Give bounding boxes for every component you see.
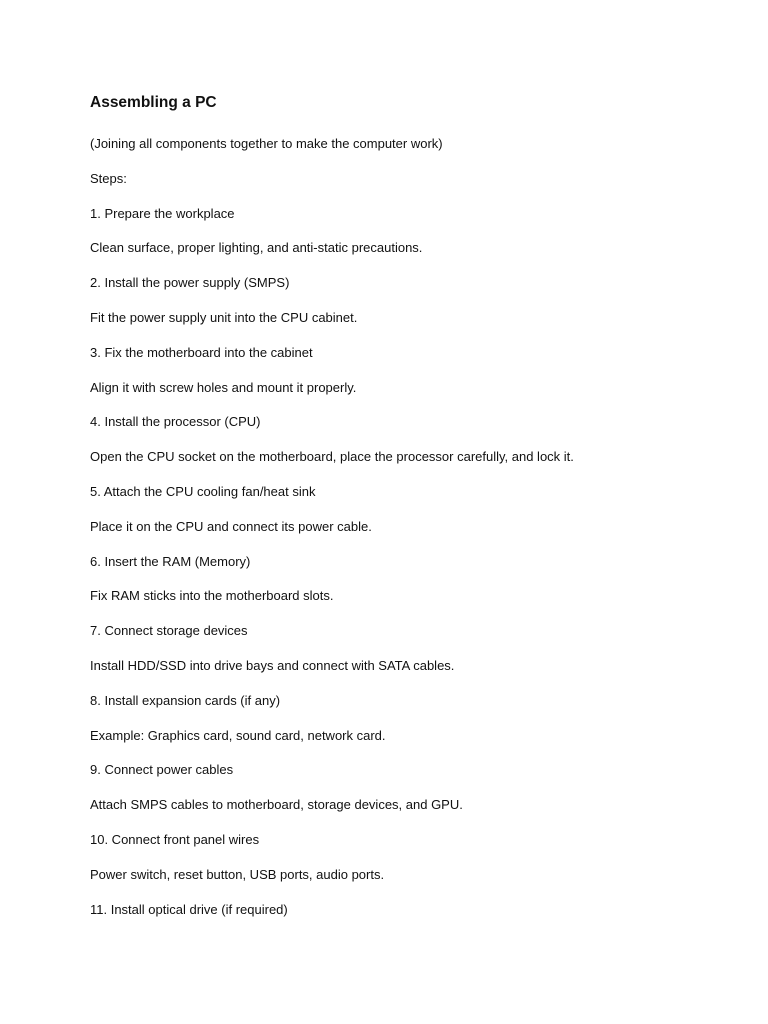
step-description: Place it on the CPU and connect its power cable. [90, 518, 372, 534]
document-title: Assembling a PC [90, 94, 217, 111]
step-heading: 2. Install the power supply (SMPS) [90, 275, 290, 291]
step-description: Open the CPU socket on the motherboard, place the processor carefully, and lock it. [90, 449, 574, 465]
step-heading: 10. Connect front panel wires [90, 831, 260, 847]
step-heading: 1. Prepare the workplace [90, 205, 235, 221]
step-description: Fix RAM sticks into the motherboard slots. [90, 588, 334, 604]
step-heading: 3. Fix the motherboard into the cabinet [90, 344, 313, 360]
step-heading: 4. Install the processor (CPU) [90, 414, 261, 430]
step-description: Fit the power supply unit into the CPU cabinet. [90, 309, 358, 325]
step-description: Power switch, reset button, USB ports, audio ports. [90, 866, 385, 882]
step-heading: 8. Install expansion cards (if any) [90, 692, 281, 708]
step-description: Clean surface, proper lighting, and anti-static precautions. [90, 240, 423, 256]
step-heading: 9. Connect power cables [90, 762, 234, 778]
step-heading: 5. Attach the CPU cooling fan/heat sink [90, 483, 316, 499]
step-heading: 6. Insert the RAM (Memory) [90, 553, 251, 569]
document-subtitle: (Joining all components together to make the computer work) [90, 136, 443, 151]
step-description: Align it with screw holes and mount it properly. [90, 379, 357, 395]
step-heading: 11. Install optical drive (if required) [90, 901, 288, 917]
step-description: Example: Graphics card, sound card, network card. [90, 727, 386, 743]
document-body [90, 93, 730, 918]
step-description: Attach SMPS cables to motherboard, storage devices, and GPU. [90, 797, 463, 813]
step-description: Install HDD/SSD into drive bays and connect with SATA cables. [90, 657, 455, 673]
step-heading: 7. Connect storage devices [90, 623, 248, 639]
steps-heading: Steps: [90, 170, 127, 186]
